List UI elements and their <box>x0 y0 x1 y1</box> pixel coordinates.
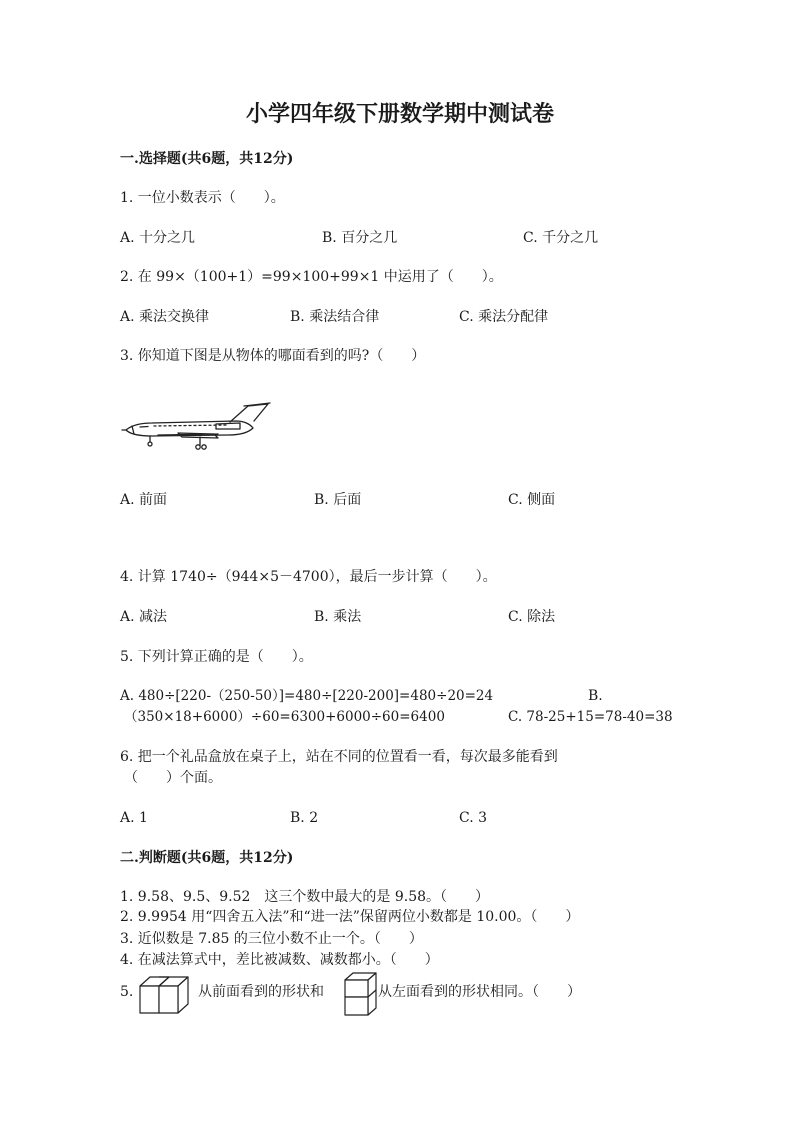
q3-option-c: C. 侧面 <box>508 492 556 508</box>
q1-option-b: B. 百分之几 <box>322 230 398 246</box>
q6-option-c: C. 3 <box>459 810 488 826</box>
q5-option-b: （350×18+6000）÷60=6300+6000÷60=6400 <box>124 709 445 725</box>
q6-stem-line2: （ ）个面。 <box>124 770 222 786</box>
airplane-side-view-image <box>118 400 276 452</box>
q3-option-b: B. 后面 <box>314 492 362 508</box>
judge-q5-number: 5. <box>120 984 134 1000</box>
section1-heading: 一.选择题(共6题，共12分) <box>120 151 294 167</box>
q4-option-a: A. 减法 <box>120 609 168 625</box>
q2-option-c: C. 乘法分配律 <box>459 309 549 325</box>
judge-q3: 3. 近似数是 7.85 的三位小数不止一个。（ ） <box>120 931 423 947</box>
q5-option-c: C. 78-25+15=78-40=38 <box>508 709 673 725</box>
q1-option-a: A. 十分之几 <box>120 230 196 246</box>
q3-stem: 3. 你知道下图是从物体的哪面看到的吗?（ ） <box>120 348 426 364</box>
q5-stem: 5. 下列计算正确的是（ ）。 <box>120 649 313 665</box>
judge-q5-text-part1: 从前面看到的形状和 <box>198 984 324 1000</box>
q3-option-a: A. 前面 <box>120 492 168 508</box>
q4-option-b: B. 乘法 <box>314 609 362 625</box>
q6-option-a: A. 1 <box>120 810 148 826</box>
q6-option-b: B. 2 <box>290 810 319 826</box>
q2-option-b: B. 乘法结合律 <box>290 309 380 325</box>
q2-stem: 2. 在 99×（100+1）=99×100+99×1 中运用了（ ）。 <box>120 269 503 285</box>
judge-q5-text-part2: 从左面看到的形状相同。（ ） <box>378 984 581 1000</box>
q1-stem: 1. 一位小数表示（ ）。 <box>120 190 285 206</box>
q1-option-c: C. 千分之几 <box>523 230 599 246</box>
page-title: 小学四年级下册数学期中测试卷 <box>245 101 554 127</box>
q5-option-a: A. 480÷[220-（250-50）]=480÷[220-200]=480÷20=24 <box>120 688 494 704</box>
two-cubes-image <box>136 974 192 1016</box>
section2-heading: 二.判断题(共6题，共12分) <box>120 850 294 866</box>
judge-q4: 4. 在减法算式中，差比被减数、减数都小。（ ） <box>120 952 439 968</box>
stacked-cubes-image <box>342 970 380 1018</box>
judge-q2: 2. 9.9954 用“四舍五入法”和“进一法”保留两位小数都是 10.00。（ ） <box>120 909 580 925</box>
judge-q1: 1. 9.58、9.5、9.52 这三个数中最大的是 9.58。（ ） <box>120 889 490 905</box>
q5-option-b-label: B. <box>588 688 603 704</box>
q2-option-a: A. 乘法交换律 <box>120 309 210 325</box>
q4-stem: 4. 计算 1740÷（944×5－4700），最后一步计算（ ）。 <box>120 569 497 585</box>
q4-option-c: C. 除法 <box>508 609 556 625</box>
q6-stem-line1: 6. 把一个礼品盒放在桌子上，站在不同的位置看一看，每次最多能看到 <box>120 749 558 765</box>
